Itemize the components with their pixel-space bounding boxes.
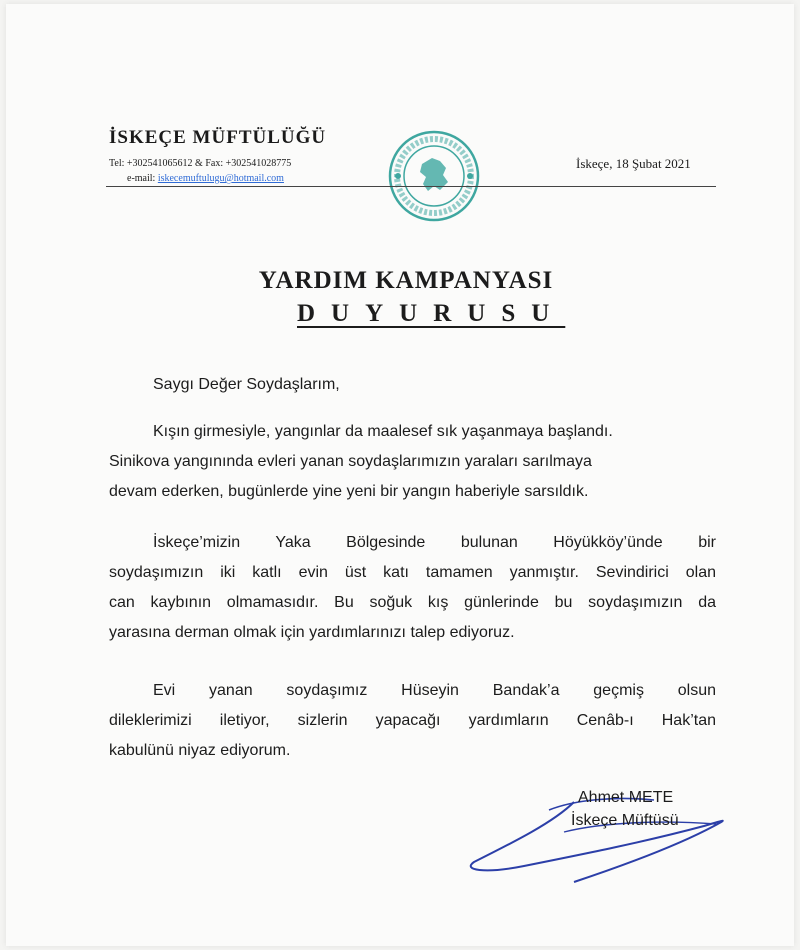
paragraph-line: kabulünü niyaz ediyorum. — [109, 742, 291, 759]
paragraph-line: Sinikova yangınında evleri yanan soydaşlarımızın yaraları sarılmaya — [109, 453, 592, 470]
organization-seal-icon — [388, 130, 480, 222]
paragraph-3 — [109, 676, 716, 766]
contact-phone-fax: Tel: +302541065612 & Fax: +302541028775 — [109, 158, 292, 169]
paragraph-line: Evi yanan soydaşımız Hüseyin Bandak’a geçmiş olsun — [153, 682, 716, 699]
paragraph-2 — [109, 528, 716, 648]
email-link[interactable]: iskecemuftulugu@hotmail.com — [157, 173, 284, 184]
signatory-name: Ahmet METE — [578, 789, 674, 806]
paragraph-line: yarasına derman olmak için yardımlarınızı talep ediyoruz. — [109, 624, 515, 641]
document-title: YARDIM KAMPANYASI — [258, 267, 554, 294]
document-date: İskeçe, 18 Şubat 2021 — [576, 156, 691, 171]
document-page — [6, 4, 794, 946]
paragraph-line: Kışın girmesiyle, yangınlar da maalesef sık yaşanmaya başlandı. — [153, 423, 613, 440]
contact-info — [109, 156, 291, 186]
salutation: Saygı Değer Soydaşlarım, — [153, 376, 340, 393]
paragraph-line: soydaşımızın iki katlı evin üst katı tamamen yanmıştır. Sevindirici olan — [109, 564, 716, 581]
document-subtitle: DUYURUSU — [297, 300, 566, 327]
paragraph-line: İskeçe’mizin Yaka Bölgesinde bulunan Höyükköy’ünde bir — [153, 534, 716, 551]
contact-email — [109, 171, 291, 186]
paragraph-line: can kaybının olmamasıdır. Bu soğuk kış günlerinde bu soydaşımızın da — [109, 594, 716, 611]
paragraph-line: devam ederken, bugünlerde yine yeni bir yangın haberiyle sarsıldık. — [109, 483, 589, 500]
signatory-title: İskeçe Müftüsü — [571, 812, 679, 829]
header-divider — [106, 186, 716, 187]
email-label: e-mail: — [127, 173, 156, 184]
paragraph-1 — [109, 417, 716, 507]
paragraph-line: dileklerimizi iletiyor, sizlerin yapacağı yardımların Cenâb-ı Hak’tan — [109, 712, 716, 729]
organization-name: İSKEÇE MÜFTÜLÜĞÜ — [109, 127, 327, 148]
